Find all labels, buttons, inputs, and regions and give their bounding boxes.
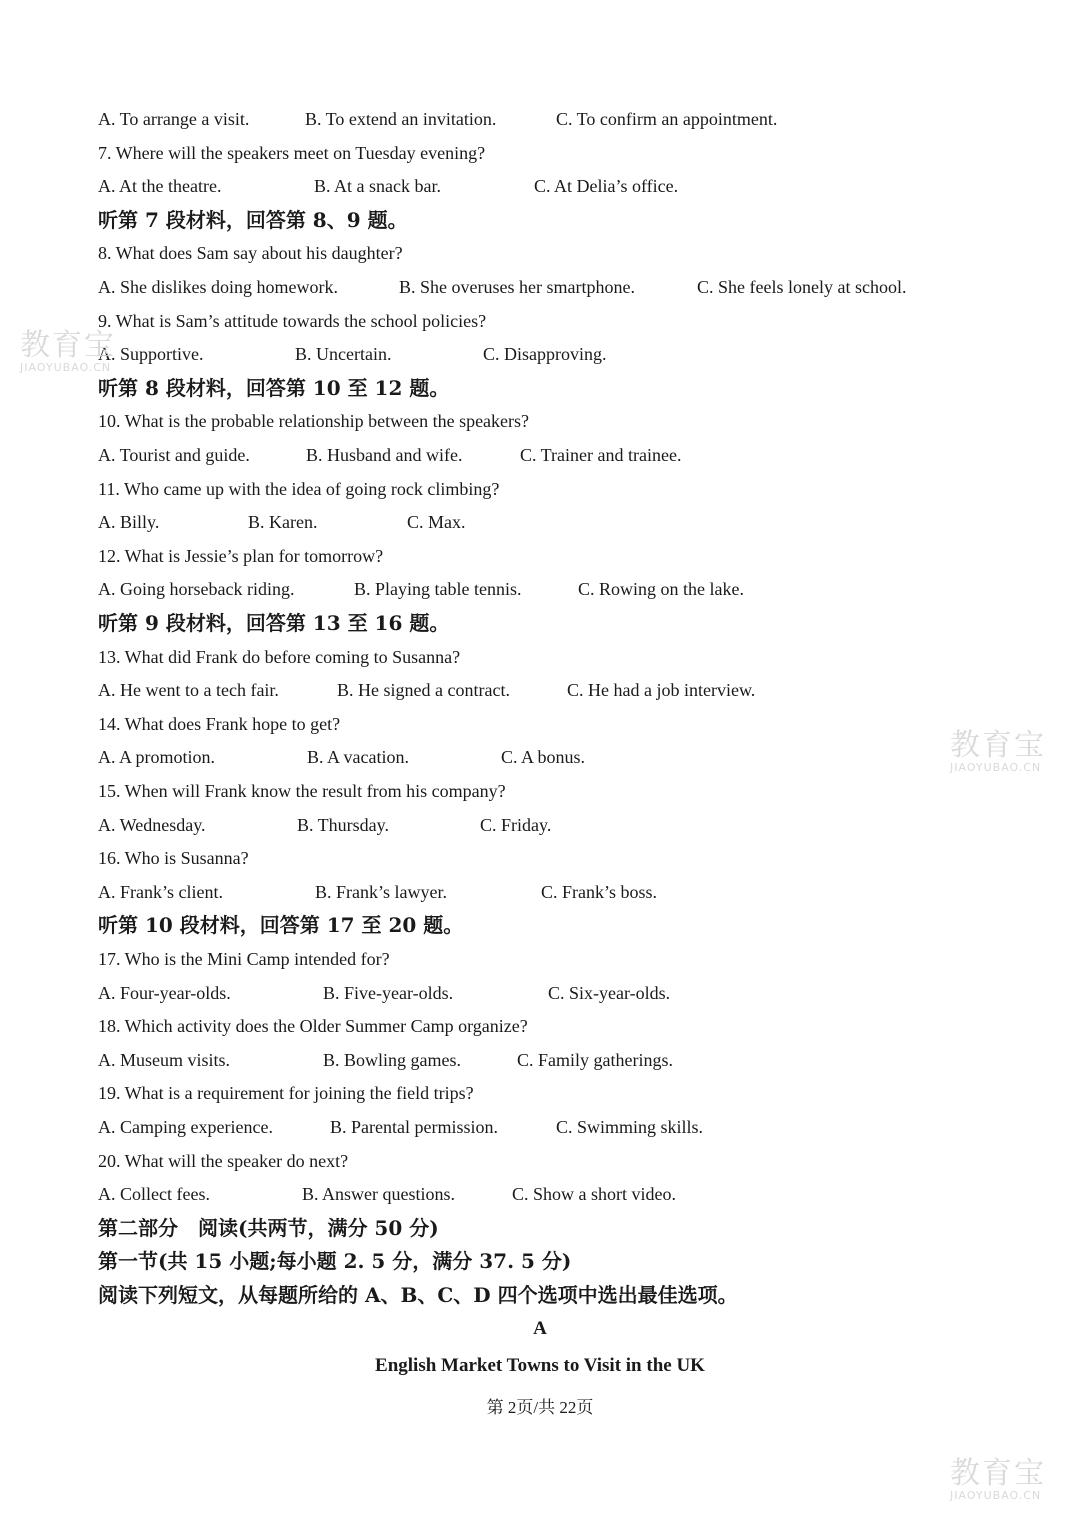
question-text: 13. What did Frank do before coming to Susanna?: [98, 647, 461, 667]
watermark-url: JIAOYUBAO.CN: [950, 1489, 1042, 1502]
question-text: 19. What is a requirement for joining the field trips?: [98, 1083, 474, 1103]
section-heading: 阅读下列短文，从每题所给的 A、B、C、D 四个选项中选出最佳选项。: [98, 1283, 738, 1307]
answer-option: C. Swimming skills.: [556, 1117, 704, 1137]
answer-option: C. Show a short video.: [512, 1184, 676, 1204]
section-heading: 第一节(共 15 小题;每小题 2. 5 分，满分 37. 5 分): [98, 1249, 572, 1273]
answer-option: C. Frank’s boss.: [541, 882, 658, 902]
question-text: 11. Who came up with the idea of going rock climbing?: [98, 479, 500, 499]
question-text: 10. What is the probable relationship between the speakers?: [98, 411, 530, 431]
answer-option: A. To arrange a visit.: [98, 109, 250, 129]
passage-title: English Market Towns to Visit in the UK: [375, 1355, 705, 1376]
answer-option: B. She overuses her smartphone.: [399, 277, 635, 297]
answer-option: A. At the theatre.: [98, 176, 222, 196]
watermark-logo: [20, 330, 116, 374]
answer-option: B. To extend an invitation.: [305, 109, 497, 129]
answer-option: A. Supportive.: [98, 344, 204, 364]
answer-option: A. He went to a tech fair.: [98, 680, 279, 700]
answer-option: A. Four-year-olds.: [98, 983, 231, 1003]
question-text: 14. What does Frank hope to get?: [98, 714, 341, 734]
answer-option: C. He had a job interview.: [567, 680, 756, 700]
question-text: 16. Who is Susanna?: [98, 848, 249, 868]
watermark-logo: [950, 730, 1046, 774]
answer-option: A. Frank’s client.: [98, 882, 223, 902]
question-text: 9. What is Sam’s attitude towards the school policies?: [98, 311, 487, 331]
question-text: 7. Where will the speakers meet on Tuesday evening?: [98, 143, 486, 163]
section-heading: 第二部分 阅读(共两节，满分 50 分): [98, 1216, 439, 1240]
answer-option: A. Tourist and guide.: [98, 445, 250, 465]
page-footer: 第 2页/共 22页: [486, 1398, 594, 1417]
answer-option: B. Frank’s lawyer.: [315, 882, 447, 902]
answer-option: B. He signed a contract.: [337, 680, 510, 700]
section-heading: 听第 7 段材料，回答第 8、9 题。: [98, 208, 408, 232]
answer-option: A. Wednesday.: [98, 815, 206, 835]
answer-option: C. Disapproving.: [483, 344, 607, 364]
answer-option: C. To confirm an appointment.: [556, 109, 778, 129]
answer-option: B. Five-year-olds.: [323, 983, 454, 1003]
question-text: 17. Who is the Mini Camp intended for?: [98, 949, 390, 969]
answer-option: C. Rowing on the lake.: [578, 579, 744, 599]
answer-option: C. A bonus.: [501, 747, 586, 767]
answer-option: A. Collect fees.: [98, 1184, 210, 1204]
answer-option: C. At Delia’s office.: [534, 176, 679, 196]
answer-option: A. Camping experience.: [98, 1117, 273, 1137]
question-text: 8. What does Sam say about his daughter?: [98, 243, 403, 263]
question-text: 20. What will the speaker do next?: [98, 1151, 349, 1171]
answer-option: B. Karen.: [248, 512, 318, 532]
section-heading: 听第 9 段材料，回答第 13 至 16 题。: [98, 611, 450, 635]
section-letter: A: [533, 1318, 547, 1339]
answer-option: C. Friday.: [480, 815, 552, 835]
question-text: 12. What is Jessie’s plan for tomorrow?: [98, 546, 384, 566]
answer-option: C. Family gatherings.: [517, 1050, 673, 1070]
question-text: 15. When will Frank know the result from his company?: [98, 781, 506, 801]
answer-option: A. Billy.: [98, 512, 160, 532]
question-text: 18. Which activity does the Older Summer Camp organize?: [98, 1016, 528, 1036]
answer-option: B. Thursday.: [297, 815, 389, 835]
answer-option: C. She feels lonely at school.: [697, 277, 907, 297]
answer-option: B. A vacation.: [307, 747, 409, 767]
answer-option: A. A promotion.: [98, 747, 216, 767]
answer-option: B. Uncertain.: [295, 344, 392, 364]
answer-option: C. Trainer and trainee.: [520, 445, 682, 465]
watermark-text: 教育宝: [950, 728, 1046, 763]
answer-option: B. Playing table tennis.: [354, 579, 522, 599]
answer-option: A. Going horseback riding.: [98, 579, 295, 599]
watermark-text: 教育宝: [950, 1456, 1046, 1491]
answer-option: C. Max.: [407, 512, 466, 532]
section-heading: 听第 8 段材料，回答第 10 至 12 题。: [98, 376, 450, 400]
watermark-url: JIAOYUBAO.CN: [950, 761, 1042, 774]
watermark-logo: [950, 1458, 1046, 1502]
answer-option: B. Husband and wife.: [306, 445, 463, 465]
answer-option: B. Answer questions.: [302, 1184, 455, 1204]
answer-option: B. Parental permission.: [330, 1117, 498, 1137]
answer-option: A. She dislikes doing homework.: [98, 277, 338, 297]
section-heading: 听第 10 段材料，回答第 17 至 20 题。: [98, 913, 464, 937]
answer-option: A. Museum visits.: [98, 1050, 231, 1070]
watermark-url: JIAOYUBAO.CN: [20, 361, 112, 374]
answer-option: C. Six-year-olds.: [548, 983, 671, 1003]
watermark-text: 教育宝: [20, 328, 116, 363]
answer-option: B. At a snack bar.: [314, 176, 441, 196]
answer-option: B. Bowling games.: [323, 1050, 461, 1070]
